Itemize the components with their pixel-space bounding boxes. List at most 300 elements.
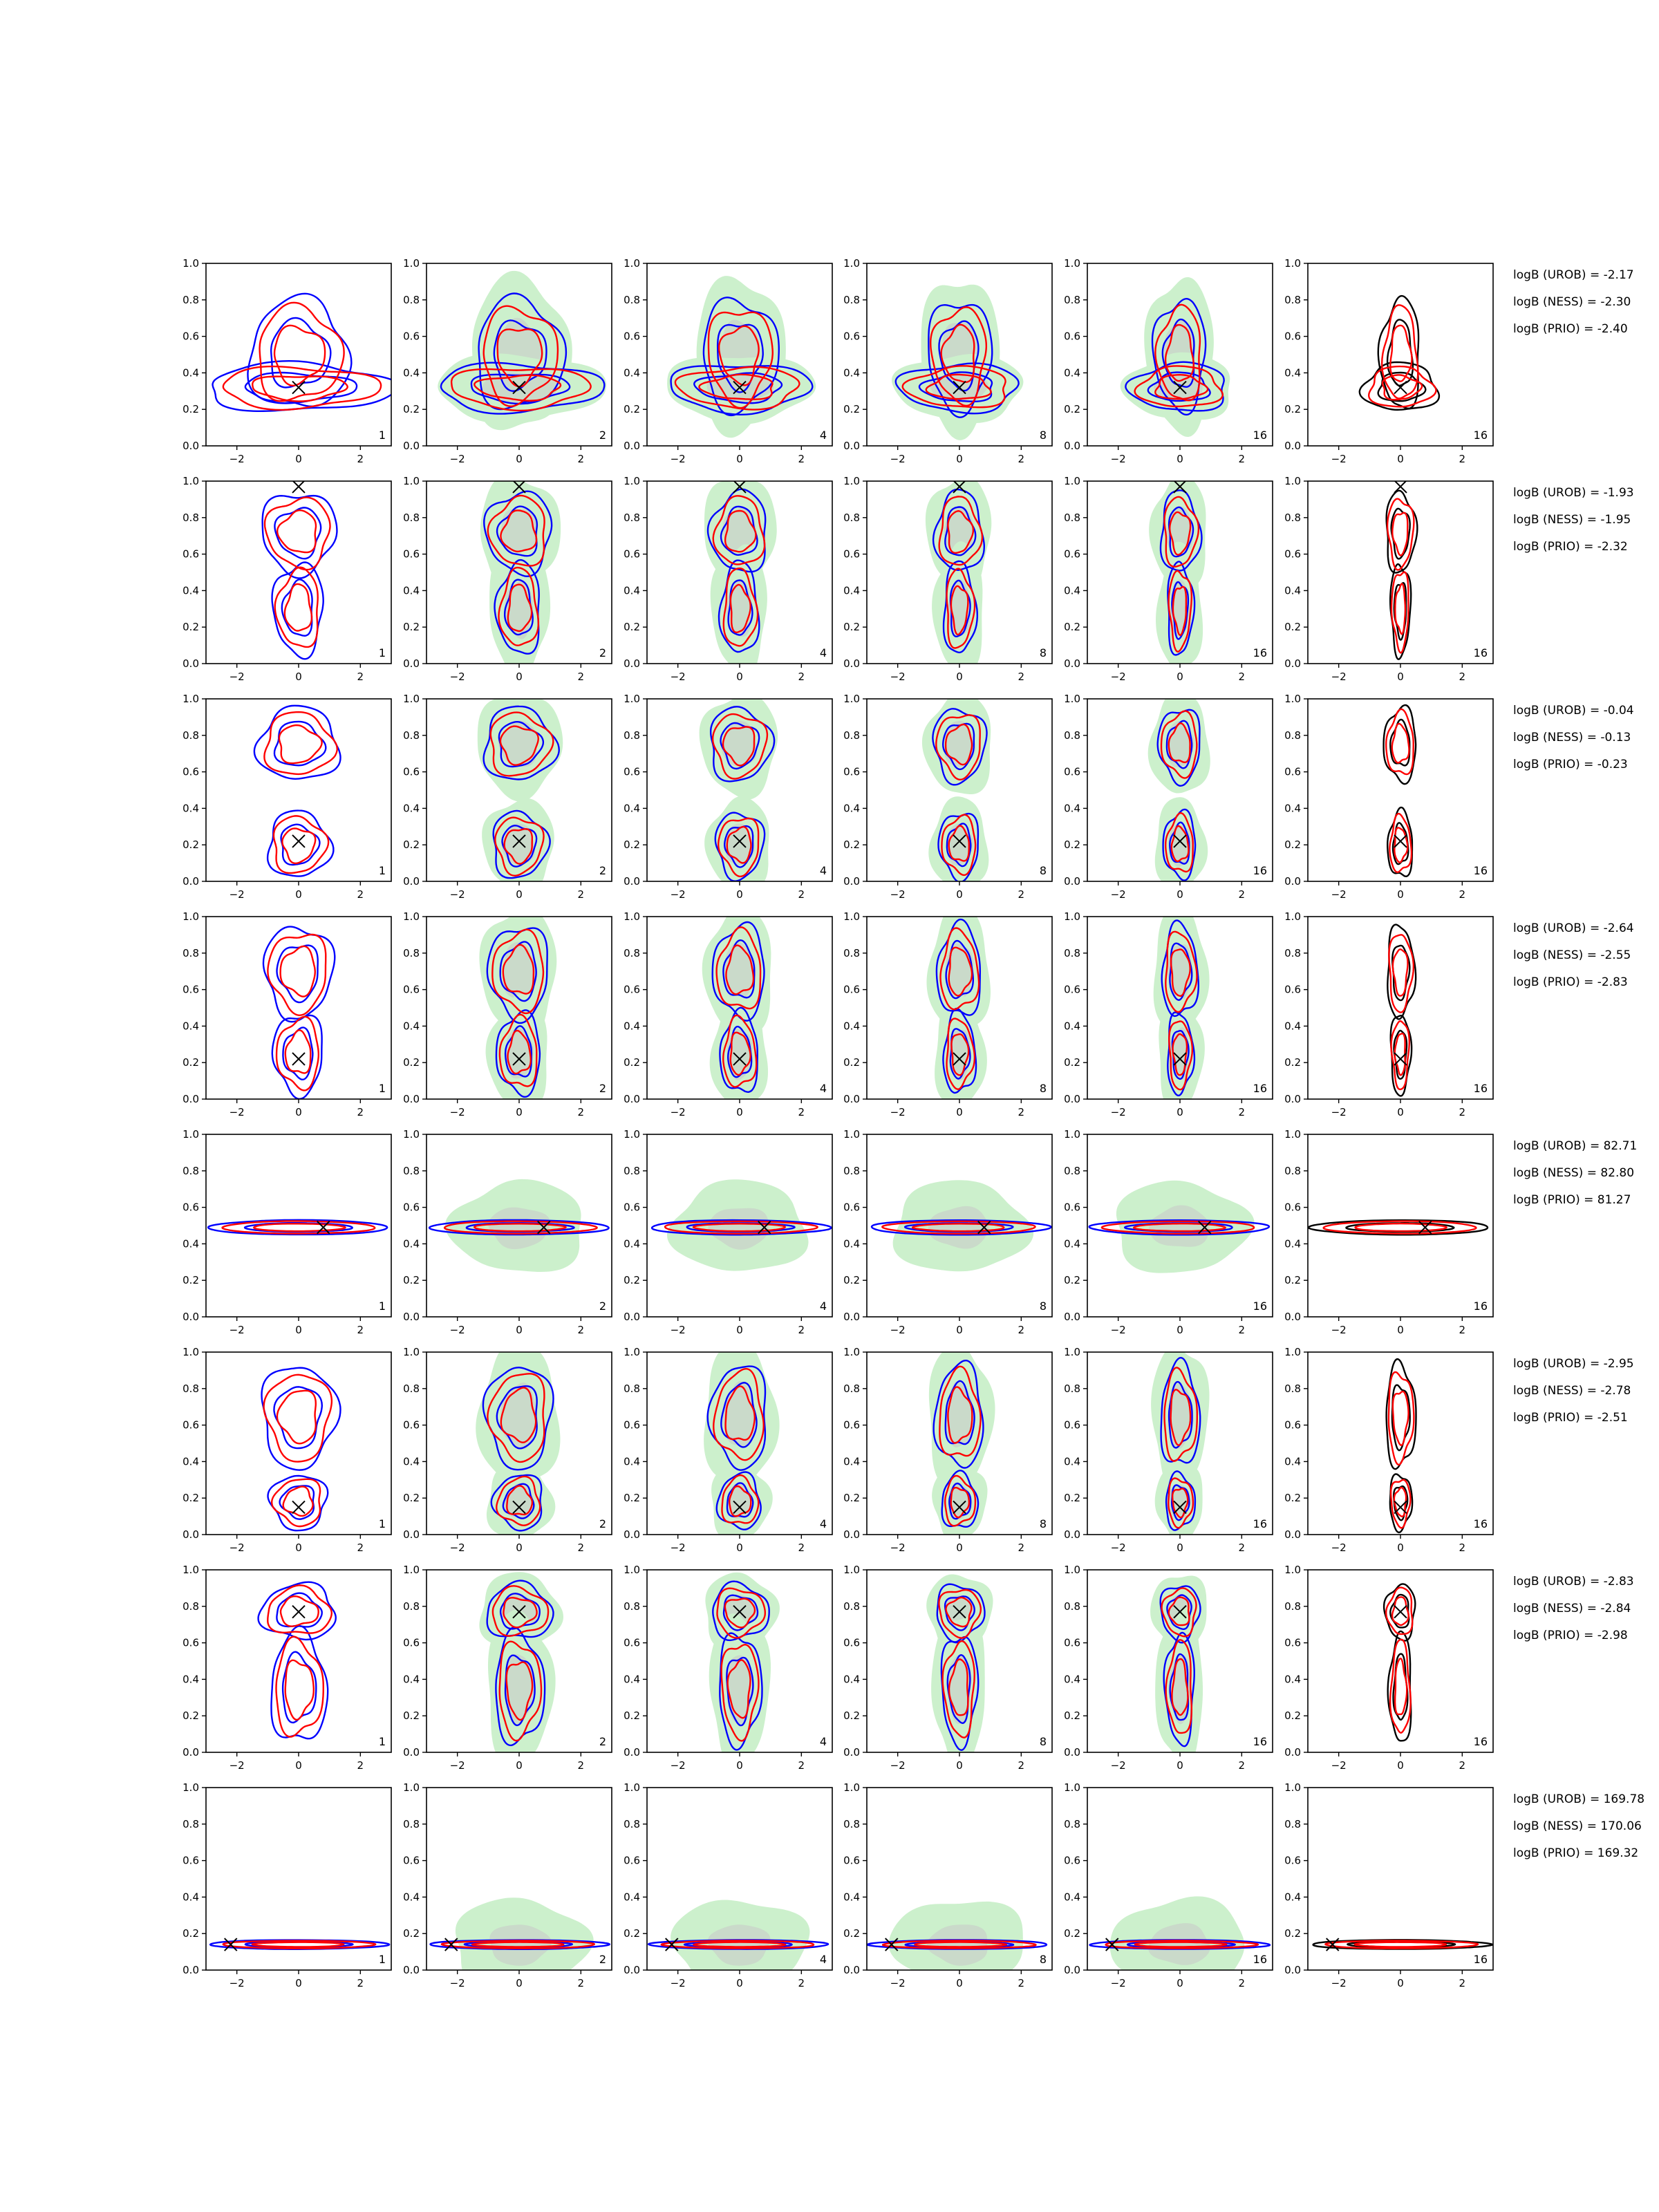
y-tick-label: 0.2 <box>1284 1709 1301 1723</box>
y-tick-label: 1.0 <box>843 1781 860 1794</box>
y-tick-label: 1.0 <box>1064 1564 1080 1576</box>
x-tick-label: 2 <box>1018 1324 1025 1336</box>
x-tick-label: −2 <box>1110 1977 1126 1989</box>
y-tick-label: 0.8 <box>843 946 860 959</box>
x-tick-label: 2 <box>798 1977 805 1989</box>
x-tick-label: −2 <box>890 1977 906 1989</box>
y-tick-label: 0.6 <box>403 330 420 343</box>
y-tick-label: 0.4 <box>182 802 199 815</box>
panel-r8-c4 <box>843 1781 1052 1995</box>
y-tick-label: 0.0 <box>843 657 860 670</box>
x-tick-label: −2 <box>449 1324 465 1336</box>
y-tick-label: 0.0 <box>1064 440 1080 452</box>
x-tick-label: 2 <box>577 671 585 683</box>
y-tick-label: 0.2 <box>1284 838 1301 852</box>
panel-r1-c6 <box>1284 257 1493 465</box>
y-tick-label: 0.4 <box>182 366 199 379</box>
y-tick-label: 0.2 <box>843 403 860 416</box>
y-tick-label: 0.8 <box>624 1164 640 1177</box>
x-tick-label: 2 <box>1238 671 1246 683</box>
y-tick-label: 0.8 <box>182 946 199 959</box>
panel-count-label: 8 <box>1039 1082 1047 1095</box>
y-tick-label: 0.0 <box>624 1093 640 1105</box>
x-tick-label: −2 <box>229 1106 245 1118</box>
y-tick-label: 1.0 <box>182 1781 199 1794</box>
y-tick-label: 0.8 <box>403 946 420 959</box>
y-tick-label: 0.0 <box>1284 1311 1301 1323</box>
y-tick-label: 0.6 <box>843 547 860 561</box>
x-tick-label: 2 <box>577 1977 585 1989</box>
panel-count-label: 16 <box>1473 1953 1488 1966</box>
y-tick-label: 1.0 <box>403 1781 420 1794</box>
y-tick-label: 0.8 <box>843 1382 860 1395</box>
panel-r4-c4 <box>843 904 1052 1118</box>
logb-annotation: logB (UROB) = -0.04 <box>1513 704 1634 718</box>
panel-r2-c2 <box>403 474 612 683</box>
x-tick-label: −2 <box>670 888 686 901</box>
y-tick-label: 0.6 <box>1064 1636 1080 1649</box>
y-tick-label: 0.0 <box>843 1746 860 1759</box>
contour-red <box>254 1224 345 1231</box>
y-tick-label: 0.2 <box>843 1492 860 1505</box>
y-tick-label: 0.6 <box>403 983 420 996</box>
y-tick-label: 1.0 <box>403 1128 420 1141</box>
y-tick-label: 0.8 <box>1064 511 1080 524</box>
y-tick-label: 0.0 <box>624 1964 640 1976</box>
y-tick-label: 0.6 <box>403 1636 420 1649</box>
y-tick-label: 0.4 <box>403 1673 420 1686</box>
y-tick-label: 0.8 <box>182 511 199 524</box>
x-tick-label: 2 <box>1459 888 1466 901</box>
logb-annotation: logB (PRIO) = -0.23 <box>1513 758 1628 771</box>
y-tick-label: 0.4 <box>624 584 640 597</box>
logb-annotation: logB (UROB) = 82.71 <box>1513 1139 1638 1153</box>
y-tick-label: 0.8 <box>843 293 860 306</box>
y-tick-label: 0.6 <box>1064 330 1080 343</box>
true-value-marker <box>292 1606 305 1618</box>
y-tick-label: 0.6 <box>843 983 860 996</box>
logb-annotation: logB (NESS) = -1.95 <box>1513 513 1631 527</box>
y-tick-label: 0.4 <box>1064 366 1080 379</box>
y-tick-label: 0.8 <box>1284 1817 1301 1830</box>
y-tick-label: 1.0 <box>182 475 199 487</box>
panel-r6-c5 <box>1064 1346 1273 1554</box>
y-tick-label: 0.4 <box>843 584 860 597</box>
true-value-marker <box>292 480 305 493</box>
y-tick-label: 0.2 <box>624 838 640 852</box>
y-tick-label: 0.2 <box>1284 621 1301 634</box>
x-tick-label: 0 <box>295 888 302 901</box>
panel-r2-c4 <box>843 475 1052 683</box>
y-tick-label: 1.0 <box>1064 1128 1080 1141</box>
y-tick-label: 0.4 <box>1064 1455 1080 1468</box>
y-tick-label: 0.4 <box>624 366 640 379</box>
x-tick-label: 0 <box>1397 671 1404 683</box>
y-tick-label: 0.2 <box>1284 403 1301 416</box>
x-tick-label: −2 <box>890 888 906 901</box>
x-tick-label: 0 <box>736 1541 743 1554</box>
y-tick-label: 1.0 <box>1284 910 1301 923</box>
y-tick-label: 1.0 <box>182 1346 199 1358</box>
x-tick-label: 0 <box>736 888 743 901</box>
true-value-marker <box>292 1501 305 1513</box>
y-tick-label: 0.8 <box>1284 1164 1301 1177</box>
x-tick-label: −2 <box>670 671 686 683</box>
y-tick-label: 0.2 <box>624 1274 640 1287</box>
panel-r4-c1 <box>182 910 391 1118</box>
y-tick-label: 0.0 <box>1064 1964 1080 1976</box>
y-tick-label: 0.6 <box>1064 765 1080 778</box>
panel-r3-c6 <box>1284 693 1493 901</box>
y-tick-label: 0.0 <box>1284 1964 1301 1976</box>
y-tick-label: 0.8 <box>624 1817 640 1830</box>
panel-count-label: 16 <box>1253 1735 1267 1748</box>
y-tick-label: 0.4 <box>403 1237 420 1250</box>
y-tick-label: 0.4 <box>182 1455 199 1468</box>
y-tick-label: 0.8 <box>624 511 640 524</box>
y-tick-label: 0.2 <box>624 403 640 416</box>
y-tick-label: 1.0 <box>403 1564 420 1576</box>
x-tick-label: 0 <box>736 1324 743 1336</box>
y-tick-label: 1.0 <box>182 910 199 923</box>
y-tick-label: 0.4 <box>1284 1891 1301 1904</box>
logb-annotation: logB (PRIO) = -2.83 <box>1513 975 1628 989</box>
x-tick-label: 0 <box>1397 1106 1404 1118</box>
y-tick-label: 0.8 <box>843 1600 860 1613</box>
x-tick-label: 2 <box>1238 453 1246 465</box>
panel-r3-c1 <box>182 693 391 901</box>
contour-red <box>277 1391 316 1444</box>
y-tick-label: 1.0 <box>624 1564 640 1576</box>
x-tick-label: −2 <box>449 888 465 901</box>
y-tick-label: 1.0 <box>403 257 420 270</box>
x-tick-label: −2 <box>1331 1759 1347 1772</box>
y-tick-label: 1.0 <box>843 257 860 270</box>
logb-annotation: logB (UROB) = -2.17 <box>1513 268 1634 282</box>
x-tick-label: 0 <box>956 1759 963 1772</box>
x-tick-label: 2 <box>798 671 805 683</box>
contour-blue <box>213 361 399 411</box>
x-tick-label: 0 <box>1177 1977 1183 1989</box>
logb-annotation: logB (PRIO) = -2.98 <box>1513 1629 1628 1642</box>
x-tick-label: 0 <box>1177 888 1183 901</box>
y-tick-label: 0.0 <box>624 657 640 670</box>
y-tick-label: 1.0 <box>182 693 199 705</box>
y-tick-label: 0.8 <box>843 729 860 742</box>
panel-count-label: 1 <box>378 1735 386 1748</box>
x-tick-label: 2 <box>357 1324 364 1336</box>
y-tick-label: 0.4 <box>624 1455 640 1468</box>
true-value-marker <box>292 382 305 394</box>
x-tick-label: 2 <box>357 888 364 901</box>
y-tick-label: 1.0 <box>843 475 860 487</box>
y-tick-label: 0.6 <box>1064 1854 1080 1867</box>
y-tick-label: 0.6 <box>182 1854 199 1867</box>
panel-count-label: 2 <box>599 1300 606 1313</box>
y-tick-label: 0.0 <box>1064 1311 1080 1323</box>
y-tick-label: 1.0 <box>1064 257 1080 270</box>
y-tick-label: 0.8 <box>1284 1382 1301 1395</box>
y-tick-label: 0.4 <box>843 1673 860 1686</box>
y-tick-label: 0.0 <box>403 1964 420 1976</box>
x-tick-label: 2 <box>357 1977 364 1989</box>
contour-red <box>285 584 312 631</box>
x-tick-label: −2 <box>890 1759 906 1772</box>
axes-frame <box>1308 481 1493 664</box>
panel-r3-c2 <box>403 693 612 901</box>
y-tick-label: 0.4 <box>182 1673 199 1686</box>
y-tick-label: 0.2 <box>182 621 199 634</box>
y-tick-label: 0.2 <box>182 1927 199 1940</box>
x-tick-label: 0 <box>1397 1541 1404 1554</box>
x-tick-label: 0 <box>1177 671 1183 683</box>
x-tick-label: −2 <box>1331 671 1347 683</box>
x-tick-label: −2 <box>1110 888 1126 901</box>
x-tick-label: 2 <box>1459 1324 1466 1336</box>
y-tick-label: 0.0 <box>403 657 420 670</box>
y-tick-label: 0.2 <box>403 403 420 416</box>
y-tick-label: 0.6 <box>624 1854 640 1867</box>
y-tick-label: 0.6 <box>182 765 199 778</box>
y-tick-label: 1.0 <box>843 693 860 705</box>
x-tick-label: 0 <box>295 671 302 683</box>
x-tick-label: −2 <box>1110 671 1126 683</box>
y-tick-label: 0.6 <box>182 983 199 996</box>
y-tick-label: 0.0 <box>182 1746 199 1759</box>
y-tick-label: 1.0 <box>1284 1346 1301 1358</box>
y-tick-label: 0.8 <box>403 511 420 524</box>
panel-r7-c5 <box>1064 1564 1273 1772</box>
x-tick-label: 0 <box>295 453 302 465</box>
x-tick-label: 2 <box>798 1106 805 1118</box>
x-tick-label: 2 <box>798 1541 805 1554</box>
y-tick-label: 0.0 <box>624 1311 640 1323</box>
true-value-marker <box>225 1938 237 1951</box>
y-tick-label: 0.8 <box>403 293 420 306</box>
y-tick-label: 0.2 <box>624 1927 640 1940</box>
y-tick-label: 0.8 <box>182 1600 199 1613</box>
y-tick-label: 0.2 <box>843 1274 860 1287</box>
y-tick-label: 1.0 <box>1064 693 1080 705</box>
true-value-marker <box>1394 382 1407 394</box>
y-tick-label: 1.0 <box>1064 910 1080 923</box>
x-tick-label: 2 <box>577 1324 585 1336</box>
y-tick-label: 0.6 <box>182 547 199 561</box>
x-tick-label: −2 <box>1110 1759 1126 1772</box>
y-tick-label: 1.0 <box>843 1564 860 1576</box>
panel-r1-c5 <box>1064 257 1273 465</box>
y-tick-label: 0.4 <box>843 1455 860 1468</box>
x-tick-label: −2 <box>449 1106 465 1118</box>
y-tick-label: 0.4 <box>182 1891 199 1904</box>
y-tick-label: 0.6 <box>624 330 640 343</box>
x-tick-label: 2 <box>1459 453 1466 465</box>
y-tick-label: 0.2 <box>1284 1274 1301 1287</box>
x-tick-label: 2 <box>1018 1977 1025 1989</box>
x-tick-label: −2 <box>670 1324 686 1336</box>
y-tick-label: 0.6 <box>1064 983 1080 996</box>
x-tick-label: 2 <box>1018 671 1025 683</box>
panel-count-label: 16 <box>1253 1300 1267 1313</box>
y-tick-label: 0.2 <box>1064 403 1080 416</box>
panel-r5-c6 <box>1284 1128 1493 1336</box>
panel-count-label: 2 <box>599 1082 606 1095</box>
y-tick-label: 0.4 <box>843 1891 860 1904</box>
y-tick-label: 1.0 <box>1284 1128 1301 1141</box>
x-tick-label: 0 <box>516 1324 523 1336</box>
contour-blue <box>263 927 335 1022</box>
x-tick-label: 2 <box>1018 888 1025 901</box>
panel-count-label: 16 <box>1253 1953 1267 1966</box>
y-tick-label: 0.0 <box>403 1528 420 1541</box>
y-tick-label: 0.2 <box>624 1709 640 1723</box>
logb-annotations <box>1513 268 1644 1860</box>
x-tick-label: −2 <box>229 671 245 683</box>
panel-count-label: 2 <box>599 1517 606 1530</box>
y-tick-label: 0.2 <box>182 838 199 852</box>
panel-r6-c2 <box>403 1341 612 1554</box>
y-tick-label: 0.6 <box>843 1854 860 1867</box>
y-tick-label: 0.4 <box>403 1020 420 1033</box>
y-tick-label: 0.4 <box>1284 1020 1301 1033</box>
y-tick-label: 0.8 <box>403 1817 420 1830</box>
x-tick-label: 2 <box>1018 453 1025 465</box>
panel-r3-c4 <box>843 691 1052 901</box>
logb-annotation: logB (NESS) = -2.84 <box>1513 1602 1631 1615</box>
y-tick-label: 1.0 <box>624 257 640 270</box>
y-tick-label: 0.0 <box>843 875 860 888</box>
logb-annotation: logB (PRIO) = -2.32 <box>1513 540 1628 554</box>
x-tick-label: −2 <box>1331 1541 1347 1554</box>
y-tick-label: 0.2 <box>843 1927 860 1940</box>
y-tick-label: 1.0 <box>403 910 420 923</box>
y-tick-label: 0.2 <box>403 1492 420 1505</box>
y-tick-label: 0.2 <box>1284 1492 1301 1505</box>
true-value-marker <box>445 1938 458 1951</box>
y-tick-label: 0.8 <box>403 1600 420 1613</box>
y-tick-label: 0.4 <box>1064 1020 1080 1033</box>
panels-group <box>182 257 1493 1995</box>
y-tick-label: 0.0 <box>1064 1528 1080 1541</box>
y-tick-label: 0.8 <box>1064 729 1080 742</box>
x-tick-label: 0 <box>516 671 523 683</box>
y-tick-label: 0.4 <box>624 1020 640 1033</box>
y-tick-label: 0.4 <box>1284 1673 1301 1686</box>
x-tick-label: 2 <box>1238 1977 1246 1989</box>
y-tick-label: 0.6 <box>403 1418 420 1432</box>
axes-frame <box>1308 263 1493 446</box>
y-tick-label: 0.6 <box>624 1418 640 1432</box>
panel-r5-c4 <box>843 1128 1052 1336</box>
y-tick-label: 0.8 <box>403 1382 420 1395</box>
panel-r3-c3 <box>624 693 832 901</box>
x-tick-label: −2 <box>449 1759 465 1772</box>
panel-r8-c3 <box>624 1781 832 1994</box>
y-tick-label: 0.6 <box>403 1854 420 1867</box>
panel-count-label: 8 <box>1039 1953 1047 1966</box>
contour-red <box>223 366 381 410</box>
panel-count-label: 1 <box>378 1082 386 1095</box>
axes-frame <box>206 699 391 881</box>
axes-frame <box>206 1134 391 1317</box>
y-tick-label: 0.4 <box>1284 802 1301 815</box>
panel-count-label: 1 <box>378 429 386 442</box>
x-tick-label: 2 <box>1459 1541 1466 1554</box>
x-tick-label: 2 <box>577 453 585 465</box>
y-tick-label: 0.8 <box>843 1164 860 1177</box>
x-tick-label: −2 <box>449 453 465 465</box>
y-tick-label: 0.0 <box>182 1528 199 1541</box>
x-tick-label: −2 <box>1331 1977 1347 1989</box>
y-tick-label: 0.2 <box>403 1056 420 1069</box>
y-tick-label: 0.6 <box>1284 547 1301 561</box>
y-tick-label: 0.8 <box>182 729 199 742</box>
y-tick-label: 0.8 <box>1284 511 1301 524</box>
x-tick-label: 0 <box>516 888 523 901</box>
y-tick-label: 0.6 <box>843 765 860 778</box>
panel-r7-c2 <box>403 1564 612 1772</box>
panel-r5-c3 <box>624 1128 832 1336</box>
y-tick-label: 0.4 <box>624 1237 640 1250</box>
y-tick-label: 0.6 <box>843 1418 860 1432</box>
panel-r8-c5 <box>1064 1781 1273 1993</box>
contour-red <box>1355 1942 1446 1947</box>
y-tick-label: 0.8 <box>403 729 420 742</box>
x-tick-label: −2 <box>670 1541 686 1554</box>
y-tick-label: 0.2 <box>182 1709 199 1723</box>
axes-frame <box>1308 1134 1493 1317</box>
panel-r8-c1 <box>182 1781 391 1989</box>
y-tick-label: 0.8 <box>1284 946 1301 959</box>
contour-red <box>277 510 316 552</box>
y-tick-label: 0.2 <box>182 1492 199 1505</box>
panel-r4-c5 <box>1064 906 1273 1119</box>
y-tick-label: 0.8 <box>1064 1164 1080 1177</box>
x-tick-label: 0 <box>956 1977 963 1989</box>
y-tick-label: 0.2 <box>1284 1927 1301 1940</box>
y-tick-label: 0.0 <box>843 1964 860 1976</box>
axes-frame <box>1308 699 1493 881</box>
logb-annotation: logB (NESS) = 170.06 <box>1513 1819 1642 1833</box>
y-tick-label: 0.0 <box>843 1528 860 1541</box>
y-tick-label: 0.2 <box>182 1056 199 1069</box>
logb-annotation: logB (PRIO) = -2.51 <box>1513 1411 1628 1425</box>
panel-count-label: 16 <box>1253 646 1267 659</box>
y-tick-label: 0.6 <box>1284 1418 1301 1432</box>
y-tick-label: 0.0 <box>182 1311 199 1323</box>
x-tick-label: −2 <box>1110 453 1126 465</box>
x-tick-label: 2 <box>357 453 364 465</box>
y-tick-label: 0.0 <box>1284 1746 1301 1759</box>
panel-count-label: 16 <box>1473 646 1488 659</box>
y-tick-label: 0.0 <box>1064 657 1080 670</box>
panel-r2-c5 <box>1064 473 1273 683</box>
panel-count-label: 4 <box>819 1517 827 1530</box>
y-tick-label: 1.0 <box>182 1564 199 1576</box>
x-tick-label: −2 <box>449 671 465 683</box>
y-tick-label: 0.0 <box>182 1964 199 1976</box>
y-tick-label: 0.6 <box>182 330 199 343</box>
y-tick-label: 0.4 <box>403 1891 420 1904</box>
x-tick-label: −2 <box>670 1106 686 1118</box>
y-tick-label: 0.0 <box>403 1746 420 1759</box>
y-tick-label: 0.4 <box>843 802 860 815</box>
logb-annotation: logB (UROB) = -1.93 <box>1513 486 1634 500</box>
x-tick-label: −2 <box>670 1759 686 1772</box>
y-tick-label: 0.6 <box>1064 1201 1080 1214</box>
y-tick-label: 0.8 <box>1064 1817 1080 1830</box>
x-tick-label: 0 <box>1177 1324 1183 1336</box>
